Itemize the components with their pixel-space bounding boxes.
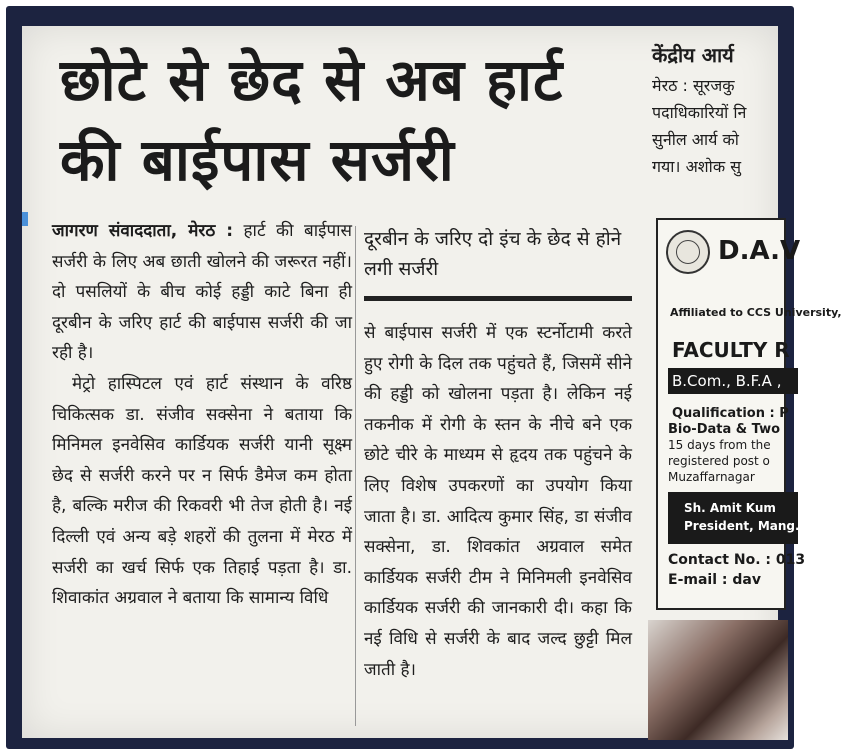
ad-contact-number: Contact No. : 013 (668, 552, 806, 568)
headline-line-2: की बाईपास सर्जरी (60, 126, 455, 194)
column2-text: से बाईपास सर्जरी में एक स्टर्नोटामी करते हुए रोगी के दिल तक पहुंचते हैं, जिसमें सीने की हड्डी को खोलना पड़ता है। लेकिन नई तकनीक में रोगी के स्तन के नीचे बने एक छोटे चीरे के माध्यम से हृदय तक पहुंचने के लिए विशेष उपकरणों का उपयोग किया जाता है। डा. आदित्य कुमार सिंह, डा संजीव सक्सेना, डा. शिवकांत अग्रवाल समेत कार्डियक सर्जरी टीम ने मिनिमली इनवेसिव कार्डियक सर्जरी की जानकारी दी। कहा कि नई विधि से सर्जरी के बाद जल्द छुट्टी मिल जाती है। (364, 323, 632, 680)
ad-registered: registered post o (668, 454, 770, 468)
ad-contact-role: President, Mang. (684, 519, 800, 533)
adjacent-article-line: मेरठ : सूरजकु (652, 76, 735, 95)
college-logo-icon (666, 230, 710, 274)
adjacent-article (652, 40, 782, 180)
adjacent-article-line: पदाधिकारियों नि (652, 103, 747, 122)
ad-college-name: D.A.V (718, 236, 801, 266)
column1-paragraph-2: मेट्रो हास्पिटल एवं हार्ट संस्थान के वरिष्ठ चिकित्सक डा. संजीव सक्सेना ने बताया कि मिनिमल इनवेसिव कार्डियक सर्जरी यानी सूक्ष्म छेद से सर्जरी करने पर न सिर्फ डैमेज कम होता है, बल्कि मरीज की रिकवरी भी तेज होती है। नई दिल्ली एवं अन्य बड़े शहरों की तुलना में मेरठ में सर्जरी का खर्च सिर्फ एक तिहाई पड़ता है। डा. शिवाकांत अग्रवाल ने बताया कि सामान्य विधि (52, 373, 352, 609)
article-column-1 (52, 216, 352, 614)
headline (60, 40, 660, 200)
adjacent-article-title: केंद्रीय आर्य (652, 43, 734, 67)
column-divider (355, 226, 356, 726)
subheadline: दूरबीन के जरिए दो इंच के छेद से होने लगी सर्जरी (364, 228, 622, 280)
adjacent-article-line: गया। अशोक सु (652, 157, 742, 176)
ad-email: E-mail : dav (668, 572, 761, 588)
ad-city: Muzaffarnagar (668, 470, 755, 484)
ad-faculty: FACULTY R (672, 338, 790, 362)
college-advertisement (656, 218, 842, 610)
ad-biodata: Bio-Data & Two (668, 422, 781, 437)
adjacent-photo (648, 620, 788, 740)
ad-courses: B.Com., B.F.A , (668, 368, 798, 394)
ad-qualification: Qualification : P (672, 406, 789, 421)
ad-contact-name: Sh. Amit Kum (684, 501, 776, 515)
subheadline-rule (364, 296, 632, 301)
headline-line-1: छोटे से छेद से अब हार्ट (60, 46, 564, 114)
byline: जागरण संवाददाता, मेरठ : (52, 221, 234, 241)
ad-affiliation: Affiliated to CCS University, (670, 306, 842, 319)
ad-days: 15 days from the (668, 438, 771, 452)
ad-contact-person (668, 492, 798, 544)
margin-mark (22, 212, 28, 226)
article-column-2 (364, 318, 632, 685)
adjacent-article-line: सुनील आर्य को (652, 130, 739, 149)
newspaper-clipping (22, 26, 842, 738)
column1-paragraph-1: हार्ट की बाईपास सर्जरी के लिए अब छाती खोलने की जरूरत नहीं। दो पसलियों के बीच कोई हड्डी काटे बिना ही दूरबीन के जरिए हार्ट की बाईपास सर्जरी की जा रही है। (52, 221, 352, 364)
